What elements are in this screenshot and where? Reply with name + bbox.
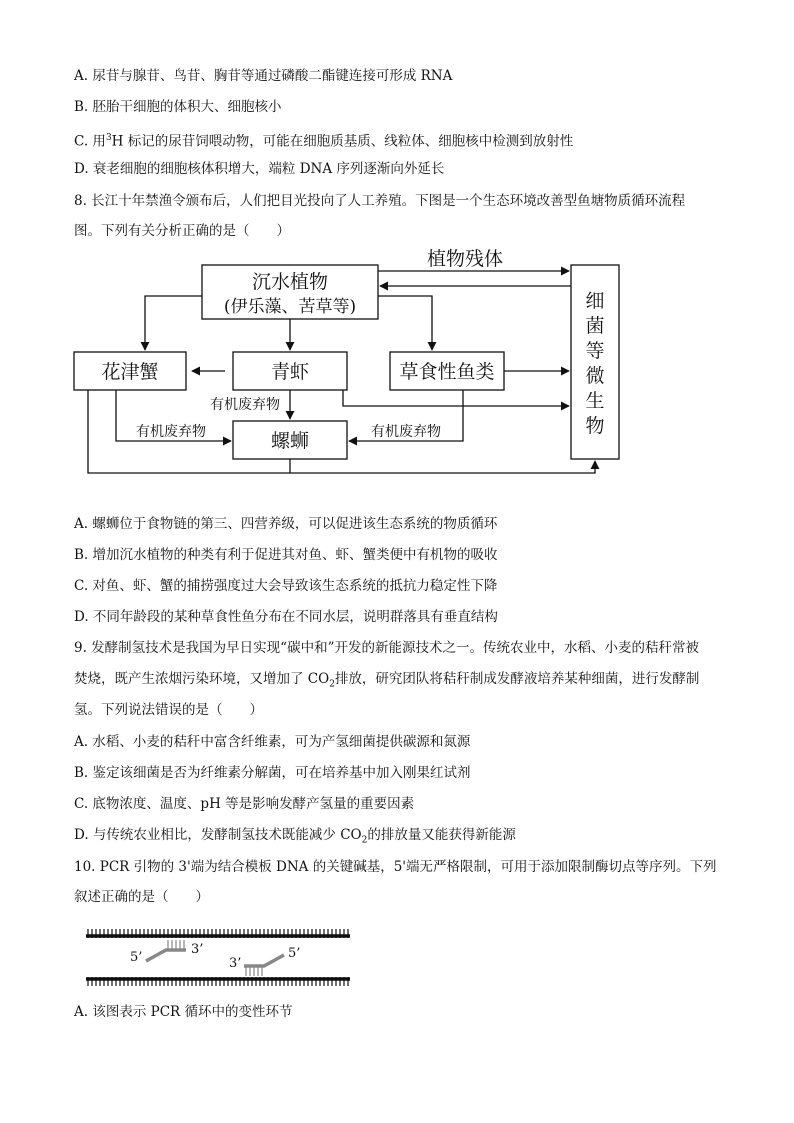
fish-label: 草食性鱼类: [399, 361, 495, 383]
arrow-plants-to-fish: [378, 296, 432, 350]
plants-examples-label: (伊乐藻、苦草等): [223, 297, 357, 317]
primer-1-5-label: 5’: [130, 950, 143, 965]
primer-1-ticks: [168, 940, 184, 949]
q8-stem-line2: 图。下列有关分析正确的是（ ）: [74, 223, 290, 239]
q9-option-a: A. 水稻、小麦的秸秆中富含纤维素，可为产氢细菌提供碳源和氮源: [74, 734, 471, 750]
snail-label: 螺蛳: [270, 430, 310, 452]
primer-2-ticks: [246, 967, 262, 976]
q7-option-a: A. 尿苷与腺苷、鸟苷、胸苷等通过磷酸二酯键连接可形成 RNA: [74, 68, 453, 84]
primer-2: [244, 955, 284, 966]
arrow-plants-to-crab: [145, 296, 202, 350]
q8-option-d: D. 不同年龄段的某种草食性鱼分布在不同水层，说明群落具有垂直结构: [74, 609, 498, 625]
q9-option-c: C. 底物浓度、温度、pH 等是影响发酵产氢量的重要因素: [74, 796, 415, 812]
shrimp-label: 青虾: [270, 361, 310, 383]
microbes-label-2: 等: [585, 340, 605, 362]
primer-1-3-label: 3’: [191, 942, 204, 957]
primer-2-5-label: 5’: [288, 946, 301, 961]
q7-option-c-post: H 标记的尿苷饲喂动物，可能在细胞质基质、线粒体、细胞核中检测到放射性: [111, 133, 574, 150]
q8-option-b: B. 增加沉水植物的种类有利于促进其对鱼、虾、蟹类便中有机物的吸收: [74, 547, 498, 563]
microbes-label-3: 微: [585, 365, 605, 387]
q9-option-b: B. 鉴定该细菌是否为纤维素分解菌，可在培养基中加入刚果红试剂: [74, 765, 471, 781]
q10-stem-line1: 10. PCR 引物的 3'端为结合模板 DNA 的关键碱基，5'端无严格限制，可用于添加限制酶切点等序列。下列: [74, 859, 717, 875]
q8-option-c: C. 对鱼、虾、蟹的捕捞强度过大会导致该生态系统的抵抗力稳定性下降: [74, 578, 498, 594]
microbes-label-5: 物: [585, 415, 605, 437]
waste-label-right: 有机废弃物: [371, 424, 441, 440]
q9-option-d-pre: D. 与传统农业相比，发酵制氢技术既能减少 CO: [74, 827, 362, 843]
plants-label: 沉水植物: [251, 271, 329, 293]
q7-option-c-pre: C. 用: [74, 133, 106, 150]
primer-2-3-label: 3’: [229, 956, 242, 971]
waste-label-mid: 有机废弃物: [210, 397, 280, 413]
q7-option-b: B. 胚胎干细胞的体积大、细胞核小: [74, 99, 282, 115]
q9-stem-line2-post: 排放，研究团队将秸秆制成发酵液培养某种细菌，进行发酵制: [334, 671, 700, 687]
q9-co2-sub: 2: [329, 679, 335, 690]
q9-stem-line2: [74, 670, 699, 694]
q8-stem-line1: 8. 长江十年禁渔令颁布后，人们把目光投向了人工养殖。下图是一个生态环境改善型鱼塘物质循环流程: [74, 193, 686, 209]
microbes-label-1: 菌: [585, 315, 605, 337]
q10-stem-line2: 叙述正确的是（ ）: [74, 889, 209, 905]
q9-option-d-post: 的排放量又能获得新能源: [367, 827, 516, 843]
primer-1: [146, 950, 186, 961]
arrow-shrimp-to-microbes: [343, 390, 569, 406]
q7-option-d: D. 衰老细胞的细胞核体积增大，端粒 DNA 序列逐渐向外延长: [74, 161, 445, 177]
q9-option-d: [74, 826, 516, 850]
microbes-label-0: 细: [585, 290, 605, 312]
q7-option-c-sup: 3: [105, 133, 112, 143]
microbes-label-4: 生: [585, 390, 605, 412]
q8-option-a: A. 螺蛳位于食物链的第三、四营养级，可以促进该生态系统的物质循环: [74, 516, 498, 532]
q9-stem-line1: 9. 发酵制氢技术是我国为早日实现“碳中和”开发的新能源技术之一。传统农业中，水稻、小麦的秸秆常被: [74, 640, 699, 656]
pcr-diagram: [86, 929, 350, 986]
q9-stem-line2-pre: 焚烧，既产生浓烟污染环境，又增加了 CO: [74, 671, 330, 687]
crab-label: 花津蟹: [101, 361, 159, 383]
q10-option-a: A. 该图表示 PCR 循环中的变性环节: [74, 1004, 293, 1020]
waste-label-left: 有机废弃物: [136, 424, 206, 440]
remains-label: 植物残体: [426, 248, 504, 270]
q9-option-d-sub: 2: [361, 835, 368, 846]
q9-stem-line3: 氢。下列说法错误的是（ ）: [74, 702, 263, 718]
